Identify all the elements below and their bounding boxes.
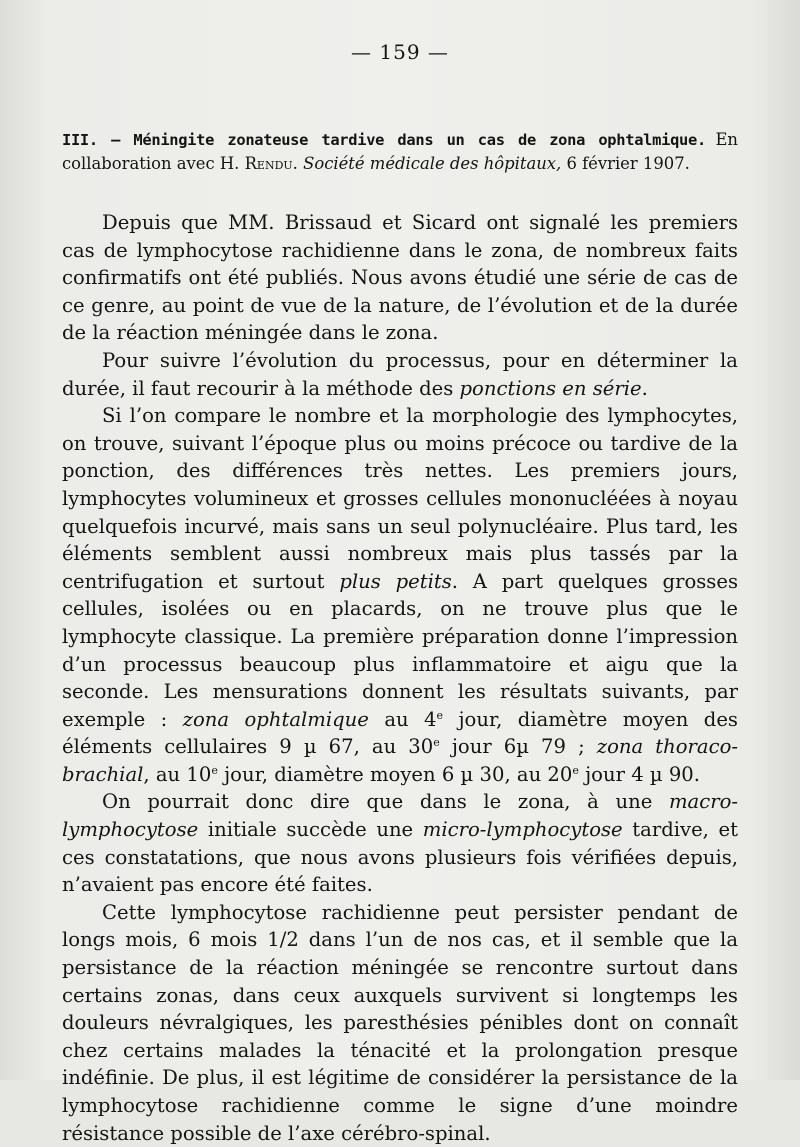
paragraph-5: Cette lymphocytose rachidienne peut persister pendant de longs mois, 6 mois 1/2 dans l’un de nos cas, et il semble que la persistance de la réaction méningée se rencontre surtout dans certains zonas, dans ceux auxquels survivent si longtemps les douleurs névralgiques, les paresthésies pénibles dont on connaît chez certains malades la ténacité et la prolongation presque indéfinie. De plus, il est légitime de considérer la persistance de la lymphocytose rachidienne comme le signe d’une moindre résistance possible de l’axe cérébro-spinal. xyxy=(62,900,738,1145)
p3-sup-3: e xyxy=(211,763,218,777)
p3-text-5: jour 6µ 79 ; xyxy=(439,735,597,759)
collaboration-text: En collaboration avec H. xyxy=(62,130,738,173)
paragraph-3 xyxy=(62,402,738,788)
p3-text-6: , au 10 xyxy=(143,762,212,786)
p4-text-1: On pourrait donc dire que dans le zona, à une xyxy=(102,790,669,814)
p3-text-2: . A part quelques grosses cellules, isolées ou en placards, on ne trouve plus que le lymphocyte classique. La première préparation donne l’impression d’un processus beaucoup plus inflammatoire et aigu que la seconde. Les mensurations donnent les résultats suivants, par exemple : xyxy=(62,569,739,731)
p3-sup-1: e xyxy=(436,708,444,722)
p4-italic-1: macro-lymphocytose xyxy=(62,790,738,842)
author-name: Rendu xyxy=(244,154,293,173)
p3-text-3: au 4 xyxy=(368,707,437,731)
p4-italic-2: micro-lymphocytose xyxy=(422,818,623,842)
p3-text-7: jour, diamètre moyen 6 µ 30, au 20 xyxy=(217,762,573,786)
p3-italic-2: zona ophtalmique xyxy=(182,707,369,731)
publication-date: 6 février 1907. xyxy=(561,154,690,173)
p2-text-2: . xyxy=(641,376,648,400)
p3-italic-1: plus petits xyxy=(339,569,452,593)
p3-sup-2: e xyxy=(433,736,440,750)
p4-text-3: tardive, et ces constatations, que nous avons plusieurs fois vérifiées depuis, n’avaient pas encore été faites. xyxy=(62,818,738,897)
p2-text-1: Pour suivre l’évolution du processus, pour en déterminer la durée, il faut recourir à la méthode des xyxy=(62,348,738,400)
article-body xyxy=(62,209,738,1147)
paragraph-1: Depuis que MM. Brissaud et Sicard ont signalé les premiers cas de lymphocytose rachidienne dans le zona, de nombreux faits confirmatifs ont été publiés. Nous avons étudié une série de cas de ce genre, au point de vue de la nature, de l’évolution et de la durée de la réaction méningée dans le zona. xyxy=(62,211,738,345)
paragraph-2 xyxy=(62,347,738,402)
p3-sup-4: e xyxy=(572,763,579,777)
p4-text-2: initiale succède une xyxy=(198,818,423,842)
p3-text-8: jour 4 µ 90. xyxy=(578,762,701,786)
article-title: Méningite zonateuse tardive dans un cas de zona ophtalmique. xyxy=(133,131,706,149)
article-heading xyxy=(62,128,738,176)
heading-dash: — xyxy=(97,131,134,149)
author-separator: . xyxy=(292,154,304,173)
paragraph-4 xyxy=(62,788,738,898)
journal-name: Société médicale des hôpitaux, xyxy=(303,154,562,173)
p3-text-1: Si l’on compare le nombre et la morphologie des lymphocytes, on trouve, suivant l’époque plus ou moins précoce ou tardive de la ponction, des différences très nettes. Les premiers jours, lymphocytes volumineux et grosses cellules mononucléées à noyau quelquefois incurvé, mais sans un seul polynucléaire. Plus tard, les éléments semblent aussi nombreux mais plus tassés par la centrifugation et surtout xyxy=(62,404,738,593)
page-number: — 159 — xyxy=(351,40,449,64)
p3-italic-3: zona thoraco-brachial xyxy=(62,735,738,786)
p3-text-4: jour, diamètre moyen des éléments cellulaires 9 µ 67, au 30 xyxy=(62,707,738,759)
article-number: III. xyxy=(62,131,98,149)
p2-italic-1: ponctions en série xyxy=(459,376,642,400)
